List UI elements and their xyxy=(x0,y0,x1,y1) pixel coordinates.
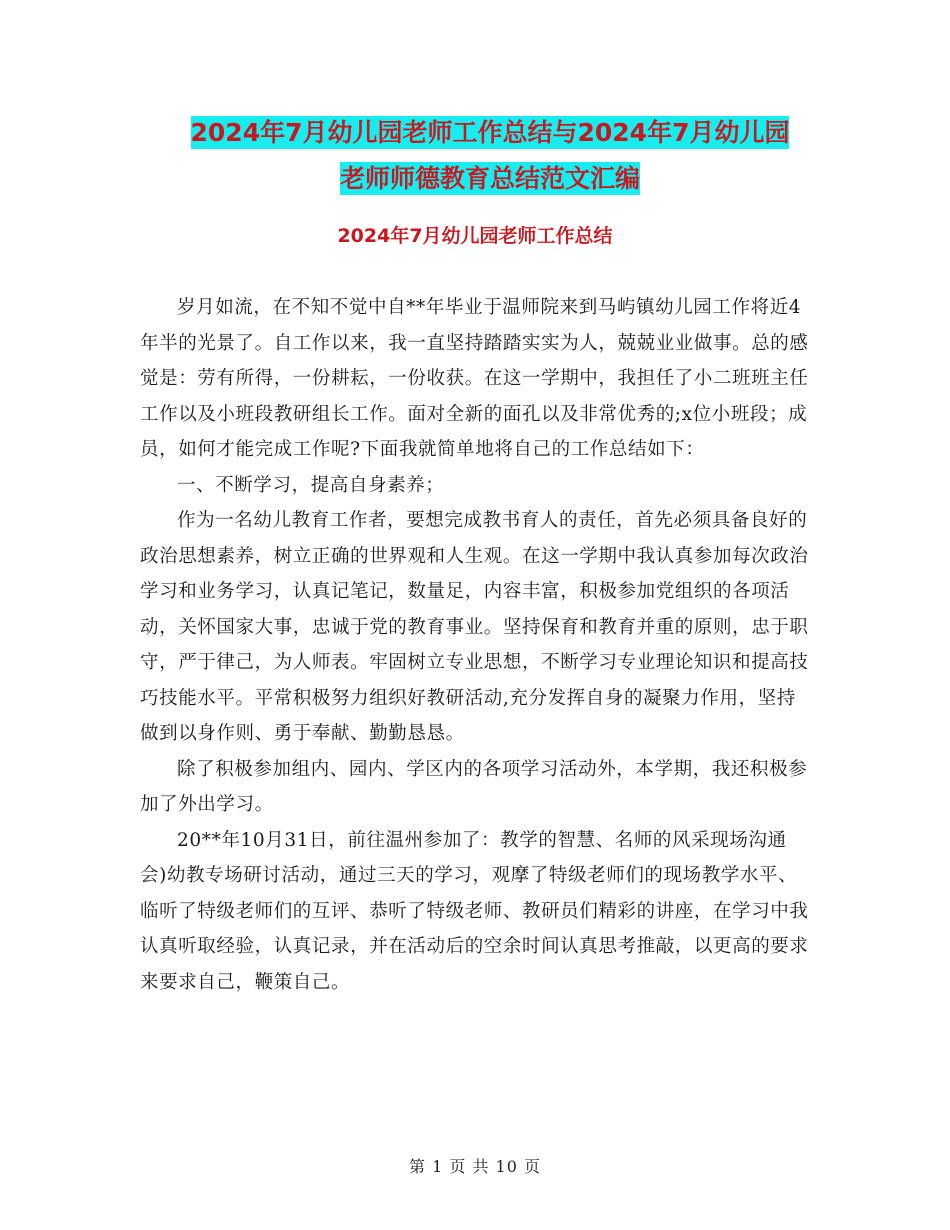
document-title-line-1: 2024年7月幼儿园老师工作总结与2024年7月幼儿园 xyxy=(190,118,790,147)
section-title: 2024年7月幼儿园老师工作总结 xyxy=(337,225,613,247)
paragraph-3: 作为一名幼儿教育工作者，要想完成教书育人的责任，首先必须具备良好的政治思想素养，树立正确的世界观和人生观。在这一学期中我认真参加每次政治学习和业务学习，认真记笔记，数量足，内容丰富，积极参加党组织的各项活动，关怀国家大事，忠诚于党的教育事业。坚持保育和教育并重的原则，忠于职守，严于律己，为人师表。牢固树立专业思想，不断学习专业理论知识和提高技巧技能水平。平常积极努力组织好教研活动,充分发挥自身的凝聚力作用，坚持做到以身作则、勇于奉献、勤勤恳恳。 xyxy=(140,510,809,744)
paragraph-2: 一、不断学习，提高自身素养； xyxy=(177,474,445,496)
document-title-line-2: 老师师德教育总结范文汇编 xyxy=(339,164,640,193)
paragraph-4: 除了积极参加组内、园内、学区内的各项学习活动外，本学期，我还积极参加了外出学习。 xyxy=(140,758,808,815)
document-body xyxy=(140,290,812,1000)
page-footer: 第 1 页 共 10 页 xyxy=(409,1157,541,1176)
paragraph-5: 20**年10月31日，前往温州参加了：教学的智慧、名师的风采现场沟通会)幼教专场研讨活动，通过三天的学习，观摩了特级老师们的现场教学水平、临听了特级老师们的互评、恭听了特级老师、教研员们精彩的讲座，在学习中我认真听取经验，认真记录，并在活动后的空余时间认真思考推敲，以更高的要求来要求自己，鞭策自己。 xyxy=(140,829,809,993)
document-title xyxy=(140,110,840,202)
paragraph-1: 岁月如流，在不知不觉中自**年毕业于温师院来到马屿镇幼儿园工作将近4年半的光景了。自工作以来，我一直坚持踏踏实实为人，兢兢业业做事。总的感觉是：劳有所得，一份耕耘，一份收获。在这一学期中，我担任了小二班班主任工作以及小班段教研组长工作。面对全新的面孔以及非常优秀的;x位小班段；成员，如何才能完成工作呢?下面我就简单地将自己的工作总结如下： xyxy=(140,297,809,460)
